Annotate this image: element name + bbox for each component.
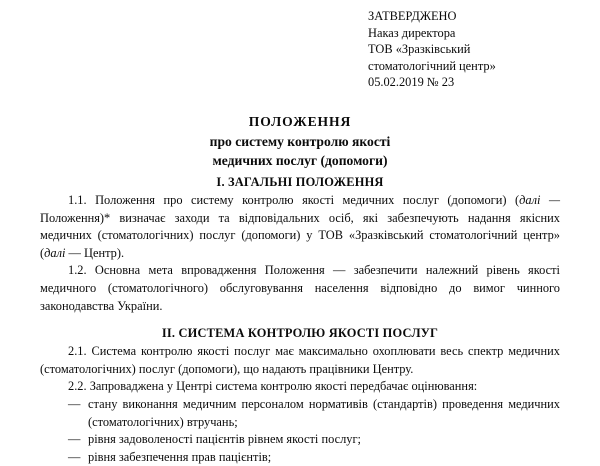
paragraph-1-2-number: 1.2. [68, 263, 87, 278]
paragraph-1-1-italic-b: далі [44, 245, 66, 260]
approval-order-line: Наказ директора [368, 25, 456, 40]
paragraph-1-1-text-c: — Центр). [65, 245, 125, 260]
paragraph-2-1-number: 2.1. [68, 344, 87, 359]
paragraph-2-1-text: Система контролю якості послуг має максимально охоплювати весь спектр медичних (стоматологічних) послуг (допомоги), що надають працівники Центру. [40, 344, 560, 376]
section-heading-1: I. ЗАГАЛЬНІ ПОЛОЖЕННЯ [216, 175, 384, 189]
paragraph-1-1-text-a: Положення про систему контролю якості медичних послуг (допомоги) ( [86, 193, 520, 207]
list-dash-marker: — [68, 396, 81, 411]
list-item [40, 431, 560, 449]
section-heading-2: II. СИСТЕМА КОНТРОЛЮ ЯКОСТІ ПОСЛУГ [161, 326, 439, 341]
list-item [40, 449, 560, 466]
approval-block [368, 8, 588, 91]
paragraph-1-1-italic-a: далі — [519, 193, 560, 207]
title-subline-2: медичних послуг (допомоги) [212, 153, 388, 168]
list-item-text: стану виконання медичним персоналом нормативів (стандартів) проведення медичних (стоматологічних) втручань; [88, 396, 560, 429]
list-dash-marker: — [68, 432, 81, 447]
approval-org-line-1: ТОВ «Зразківський [368, 42, 471, 57]
title-subline-1: про систему контролю якості [209, 133, 391, 149]
paragraph-1-2-text: Основна мета впровадження Положення — забезпечити належний рівень якості медичного (стоматологічного) обслуговування населення відповідно до вимог чинного законодавства України. [40, 263, 560, 313]
approval-org-line-2: стоматологічний центр» [368, 58, 496, 73]
paragraph-2-1 [40, 343, 560, 378]
paragraph-1-1-number: 1.1. [68, 193, 87, 207]
page-title [40, 112, 560, 171]
approval-date-number: 05.02.2019 № 23 [368, 75, 455, 90]
paragraph-1-1-text-b: Положення)* визначає заходи та відповідальних осіб, які забезпечують надання якісних медичних (стоматологічних) послуг (допомоги) у ТОВ «Зразківський стоматологічний центр» ( [40, 210, 560, 260]
paragraph-1-1 [40, 192, 560, 262]
list-item-text: рівня задоволеності пацієнтів рівнем якості послуг; [88, 432, 361, 447]
title-main: ПОЛОЖЕННЯ [248, 114, 352, 129]
assessment-criteria-list [40, 396, 560, 466]
paragraph-1-2 [40, 262, 560, 315]
list-item [40, 396, 560, 431]
list-item-text: рівня забезпечення прав пацієнтів; [88, 449, 272, 464]
paragraph-2-2-number: 2.2. [68, 379, 87, 394]
approval-label: ЗАТВЕРДЖЕНО [368, 9, 457, 23]
paragraph-2-2-text: Запроваджена у Центрі система контролю якості передбачає оцінювання: [86, 379, 478, 394]
paragraph-2-2 [40, 378, 560, 396]
document-body [40, 173, 560, 466]
list-dash-marker: — [68, 449, 81, 464]
